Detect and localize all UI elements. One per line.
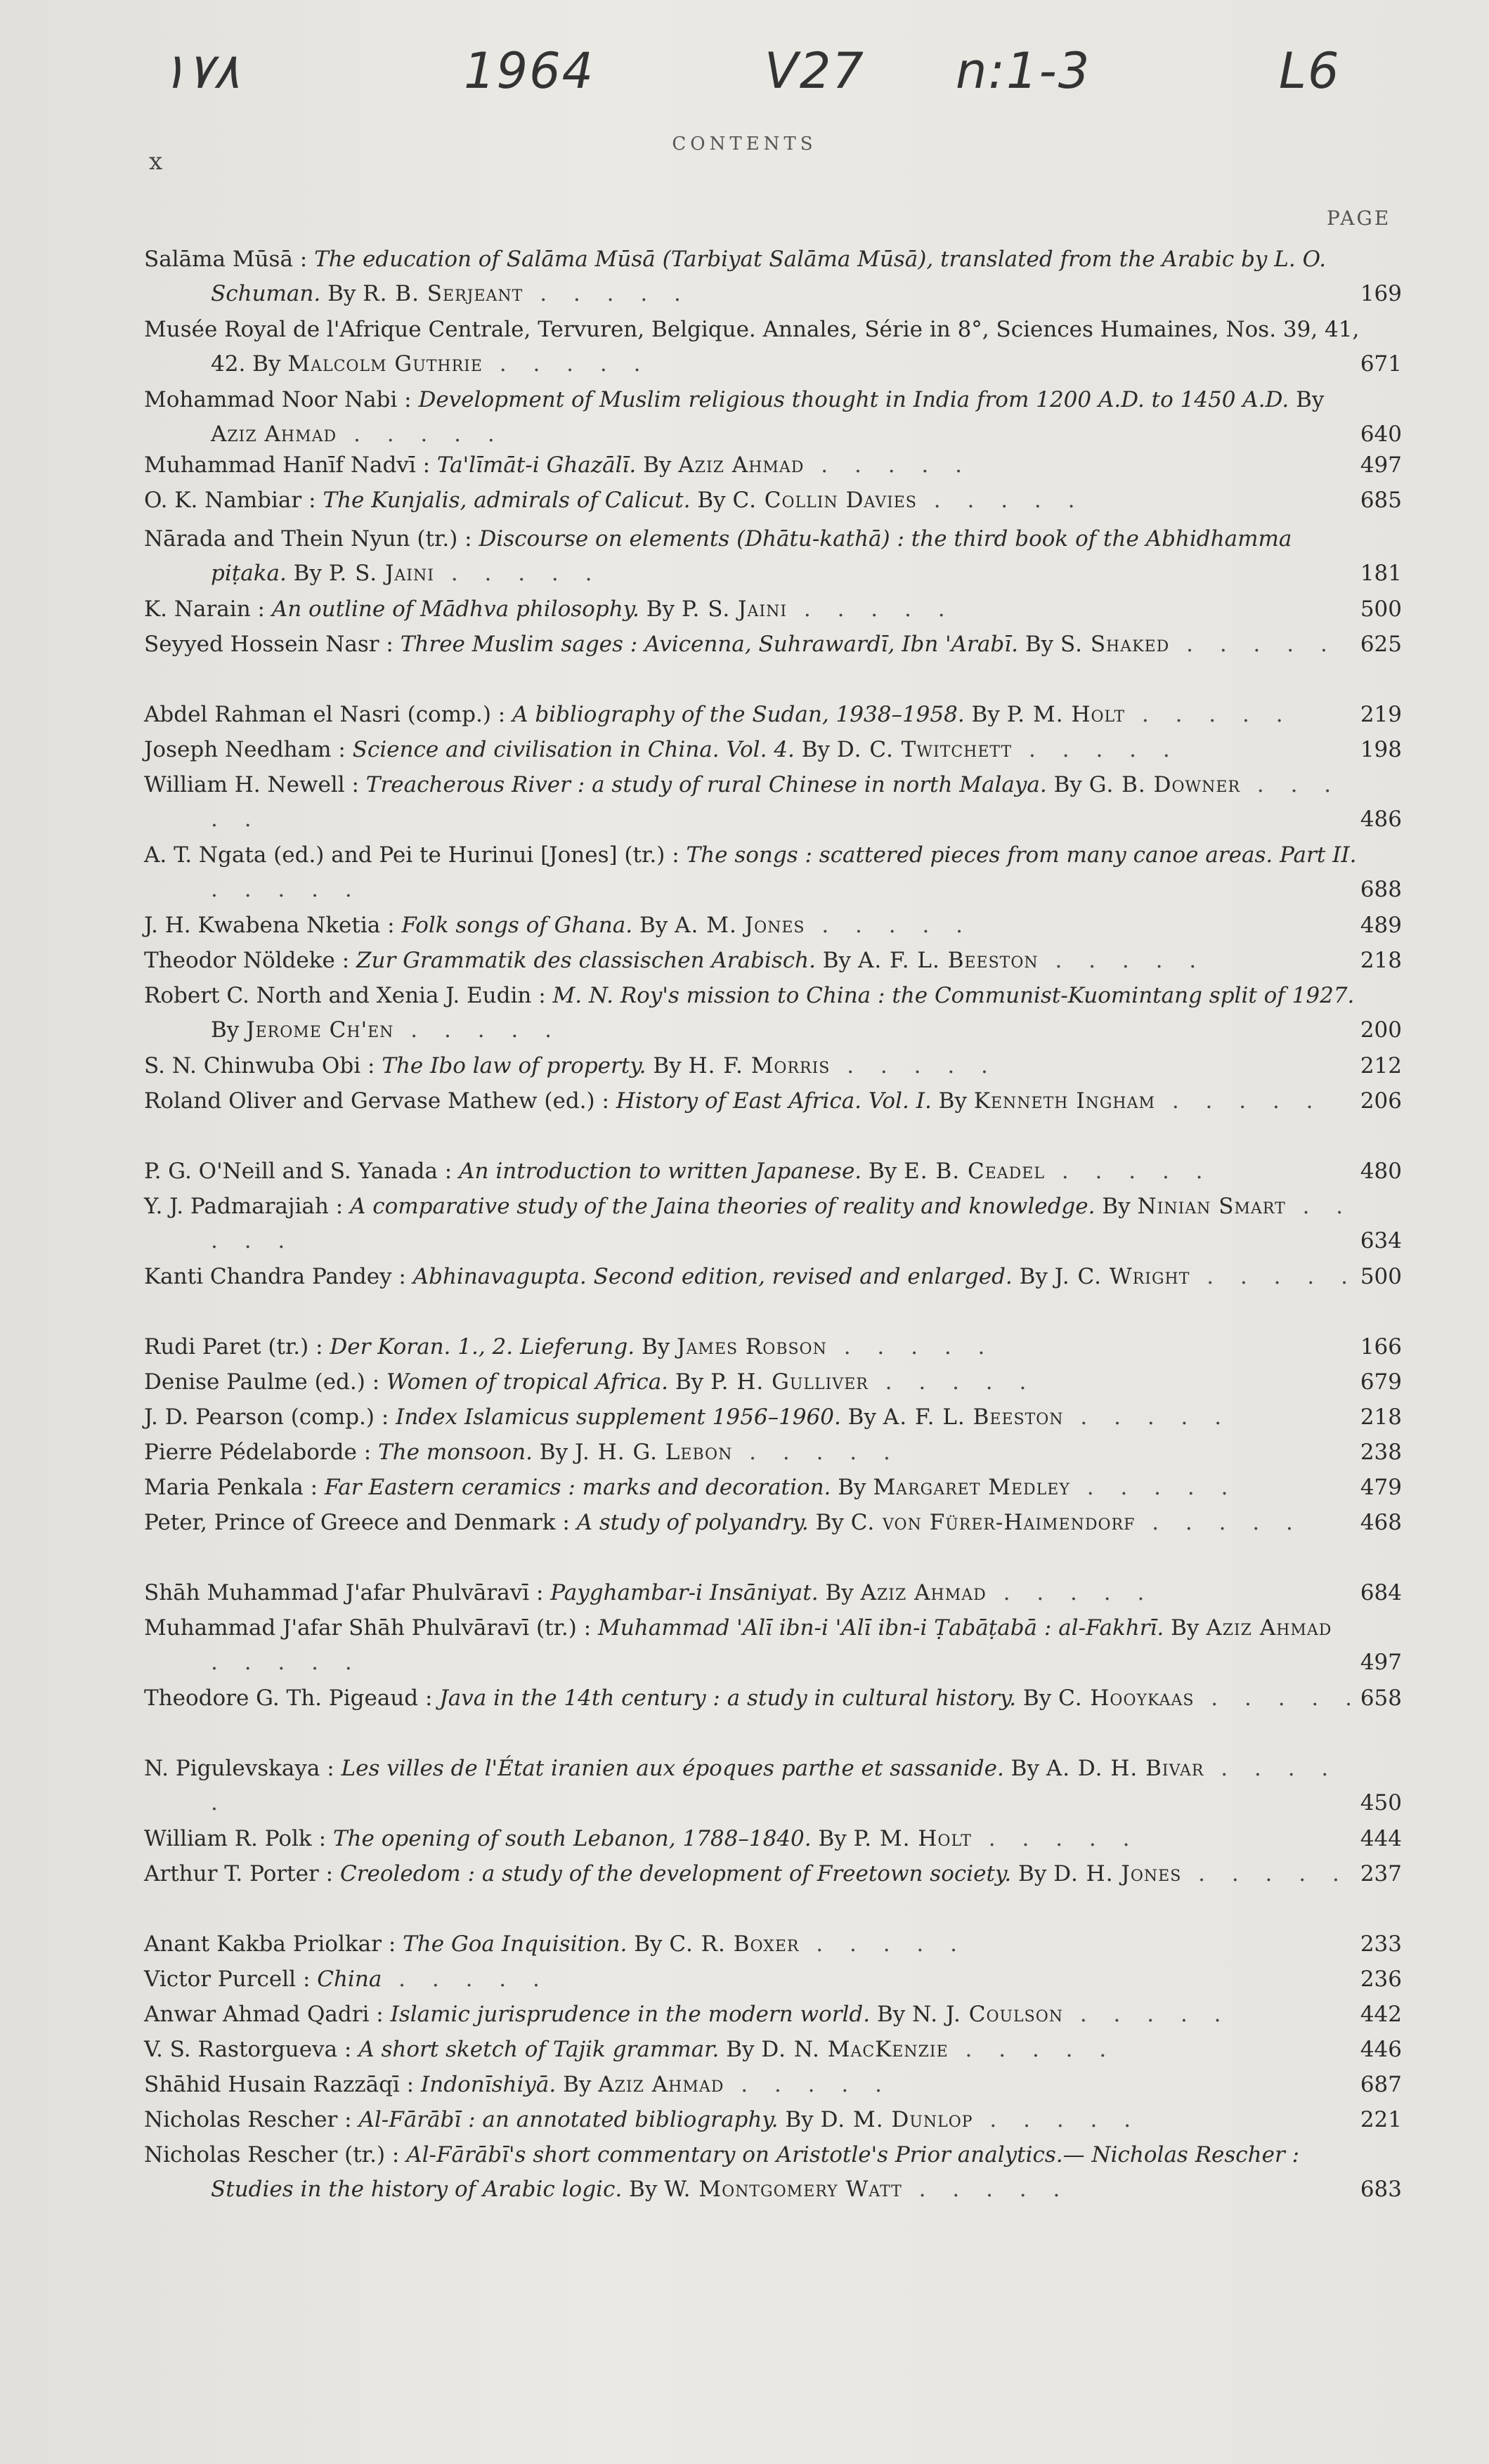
leader-dots: . . . . . bbox=[1038, 948, 1207, 973]
entry-reviewer: A. F. L. Beeston bbox=[857, 948, 1039, 973]
entry-page-number: 658 bbox=[1360, 1686, 1402, 1711]
entry-by-label: By bbox=[532, 1440, 575, 1465]
entry-title: A study of polyandry. bbox=[576, 1510, 809, 1535]
entry-by-label: By bbox=[719, 2037, 762, 2062]
entry-title: An introduction to written Japanese. bbox=[459, 1159, 862, 1184]
leader-dots: . . . . . bbox=[916, 488, 1085, 513]
entry-by-label: By bbox=[286, 561, 329, 586]
entry-reviewer: A. F. L. Beeston bbox=[883, 1404, 1064, 1430]
contents-entry bbox=[144, 1260, 1402, 1294]
entry-by-label: By bbox=[1016, 1686, 1059, 1711]
contents-entry bbox=[144, 1611, 1402, 1680]
contents-entry bbox=[144, 1576, 1402, 1610]
entry-title: The songs : scattered pieces from many canoe areas. Part II. bbox=[686, 842, 1357, 868]
entry-title: China bbox=[317, 1967, 382, 1992]
entry-title: An outline of Mādhva philosophy. bbox=[271, 597, 639, 622]
entry-reviewer: Aziz Ahmad bbox=[211, 422, 337, 447]
entry-author: Robert C. North and Xenia J. Eudin : bbox=[144, 983, 553, 1008]
entry-page-number: 236 bbox=[1360, 1967, 1402, 1992]
contents-entry bbox=[144, 2033, 1402, 2067]
entry-author: Seyyed Hossein Nasr : bbox=[144, 632, 401, 657]
entry-reviewer: Aziz Ahmad bbox=[678, 452, 805, 478]
entry-author: N. Pigulevskaya : bbox=[144, 1756, 342, 1781]
contents-entry bbox=[144, 1752, 1402, 1820]
entry-page-number: 198 bbox=[1360, 737, 1402, 762]
leader-dots: . . . . . bbox=[1135, 1510, 1303, 1535]
leader-dots: . . . . . bbox=[482, 351, 651, 377]
entry-author: Victor Purcell : bbox=[144, 1967, 318, 1992]
entry-page-number: 450 bbox=[1360, 1790, 1402, 1816]
contents-entry bbox=[144, 448, 1402, 483]
entry-title: Science and civilisation in China. Vol. 4. bbox=[352, 737, 795, 762]
entry-page-number: 625 bbox=[1360, 632, 1402, 657]
entry-title: The Goa Inquisition. bbox=[403, 1931, 628, 1957]
entry-title: A bibliography of the Sudan, 1938–1958. bbox=[512, 702, 965, 727]
entry-author: Theodor Nöldeke : bbox=[144, 948, 357, 973]
contents-entry bbox=[144, 733, 1402, 767]
entry-by-label: By bbox=[808, 1510, 851, 1535]
entry-by-label: By bbox=[622, 2177, 665, 2202]
entry-reviewer: H. F. Morris bbox=[688, 1053, 831, 1078]
leader-dots: . . . . . bbox=[805, 913, 973, 938]
entry-title: Zur Grammatik des classischen Arabisch. bbox=[356, 948, 816, 973]
running-header: CONTENTS bbox=[672, 133, 817, 155]
entry-page-number: 500 bbox=[1360, 597, 1402, 622]
leader-dots: . . . . . bbox=[1169, 632, 1337, 657]
contents-entry bbox=[144, 698, 1402, 732]
leader-dots: . . . . . bbox=[523, 281, 691, 306]
leader-dots: . . . . . bbox=[1155, 1088, 1323, 1114]
leader-dots: . . . . . bbox=[1194, 1686, 1362, 1711]
entry-title: Women of tropical Africa. bbox=[386, 1369, 669, 1395]
contents-entry bbox=[144, 1822, 1402, 1856]
entry-page-number: 683 bbox=[1360, 2177, 1402, 2202]
entry-by-label: By bbox=[636, 452, 679, 478]
handwritten-note: ۱۷۸ bbox=[160, 42, 240, 100]
leader-dots: . . . . . bbox=[211, 1756, 1339, 1816]
entry-reviewer: Malcolm Guthrie bbox=[287, 351, 483, 377]
entry-page-number: 486 bbox=[1360, 807, 1402, 832]
contents-entry bbox=[144, 1857, 1402, 1891]
contents-entry bbox=[144, 383, 1402, 452]
entry-by-label: By bbox=[840, 1404, 883, 1430]
entry-by-label: By bbox=[639, 597, 682, 622]
entry-reviewer: P. S. Jaini bbox=[681, 597, 788, 622]
entry-by-label: By bbox=[245, 351, 288, 377]
entry-reviewer: P. M. Holt bbox=[853, 1826, 972, 1851]
entry-by-label: By bbox=[964, 702, 1007, 727]
entry-by-label: By bbox=[668, 1369, 711, 1395]
entry-title: The monsoon. bbox=[378, 1440, 533, 1465]
entry-by-label: By bbox=[831, 1475, 873, 1500]
entry-by-label: By bbox=[1011, 1861, 1054, 1886]
entry-author: Joseph Needham : bbox=[144, 737, 353, 762]
entry-author: William R. Polk : bbox=[144, 1826, 333, 1851]
page-number: x bbox=[149, 148, 163, 176]
leader-dots: . . . . . bbox=[973, 2107, 1141, 2132]
entry-page-number: 442 bbox=[1360, 2002, 1402, 2027]
entry-by-label: By bbox=[211, 1017, 247, 1043]
entry-reviewer: Ninian Smart bbox=[1137, 1194, 1286, 1219]
entry-title: A short sketch of Tajik grammar. bbox=[358, 2037, 720, 2062]
contents-entry bbox=[144, 592, 1402, 627]
entry-author: Salāma Mūsā : bbox=[144, 247, 315, 272]
entry-title: Treacherous River : a study of rural Chinese in north Malaya. bbox=[365, 772, 1047, 797]
entry-author: V. S. Rastorgueva : bbox=[144, 2037, 359, 2062]
leader-dots: . . . . . bbox=[830, 1053, 998, 1078]
entry-reviewer: P. S. Jaini bbox=[328, 561, 434, 586]
entry-reviewer: D. N. MacKenzie bbox=[761, 2037, 949, 2062]
entry-page-number: 218 bbox=[1360, 1404, 1402, 1430]
entry-page-number: 219 bbox=[1360, 702, 1402, 727]
entry-page-number: 221 bbox=[1360, 2107, 1402, 2132]
entry-by-label: By bbox=[1003, 1756, 1046, 1781]
entry-page-number: 206 bbox=[1360, 1088, 1402, 1114]
page-column-header: PAGE bbox=[1327, 207, 1391, 230]
entry-author: Nicholas Rescher (tr.) : bbox=[144, 2142, 407, 2168]
entry-author: Abdel Rahman el Nasri (comp.) : bbox=[144, 702, 513, 727]
entry-title: Development of Muslim religious thought in India from 1200 A.D. to 1450 A.D. bbox=[418, 387, 1289, 412]
contents-entry bbox=[144, 1506, 1402, 1540]
entry-reviewer: Kenneth Ingham bbox=[973, 1088, 1155, 1114]
entry-by-label: By bbox=[646, 1053, 689, 1078]
entry-page-number: 497 bbox=[1360, 452, 1402, 478]
entry-reviewer: C. Hooykaas bbox=[1058, 1686, 1195, 1711]
entry-page-number: 671 bbox=[1360, 351, 1402, 377]
entry-author: J. H. Kwabena Nketia : bbox=[144, 913, 402, 938]
entry-reviewer: J. C. Wright bbox=[1054, 1264, 1190, 1289]
contents-entry bbox=[144, 2103, 1402, 2137]
handwritten-year: 1964 bbox=[464, 42, 595, 100]
entry-page-number: 446 bbox=[1360, 2037, 1402, 2062]
entry-page-number: 685 bbox=[1360, 488, 1402, 513]
entry-author: Peter, Prince of Greece and Denmark : bbox=[144, 1510, 577, 1535]
entry-by-label: By bbox=[1164, 1615, 1207, 1641]
entry-author: Musée Royal de l'Afrique Centrale, Tervuren, Belgique. Annales, Série in 8°, Sciences Humaines, Nos. 39, 41, 42. bbox=[144, 317, 1360, 377]
entry-page-number: 237 bbox=[1360, 1861, 1402, 1886]
entry-reviewer: Aziz Ahmad bbox=[860, 1580, 987, 1605]
leader-dots: . . . . . bbox=[394, 1017, 561, 1043]
entry-by-label: By bbox=[320, 281, 363, 306]
entry-reviewer: C. von Fürer-Haimendorf bbox=[850, 1510, 1136, 1535]
leader-dots: . . . . . bbox=[211, 1650, 362, 1675]
leader-dots: . . . . . bbox=[799, 1931, 967, 1957]
entry-by-label: By bbox=[870, 2002, 913, 2027]
contents-entry bbox=[144, 2068, 1402, 2102]
entry-author: J. D. Pearson (comp.) : bbox=[144, 1404, 396, 1430]
entry-page-number: 218 bbox=[1360, 948, 1402, 973]
leader-dots: . . . . . bbox=[1012, 737, 1180, 762]
entry-reviewer: A. D. H. Bivar bbox=[1046, 1756, 1204, 1781]
entry-by-label: By bbox=[778, 2107, 821, 2132]
contents-entry bbox=[144, 944, 1402, 978]
entry-by-label: By bbox=[556, 2072, 599, 2097]
leader-dots: . . . . . bbox=[971, 1826, 1140, 1851]
entry-title: Payghambar-i Insāniyat. bbox=[550, 1580, 819, 1605]
leader-dots: . . . . . bbox=[211, 1194, 1353, 1253]
entry-title: Ta'līmāt-i Ghazālī. bbox=[436, 452, 637, 478]
entry-author: P. G. O'Neill and S. Yanada : bbox=[144, 1159, 460, 1184]
entry-author: Y. J. Padmarajiah : bbox=[144, 1194, 351, 1219]
entry-title: History of East Africa. Vol. I. bbox=[616, 1088, 932, 1114]
entry-reviewer: D. H. Jones bbox=[1053, 1861, 1182, 1886]
contents-entry bbox=[144, 242, 1402, 311]
entry-page-number: 489 bbox=[1360, 913, 1402, 938]
entry-author: Theodore G. Th. Pigeaud : bbox=[144, 1686, 440, 1711]
leader-dots: . . . . . bbox=[787, 597, 955, 622]
leader-dots: . . . . . bbox=[804, 452, 972, 478]
contents-entry bbox=[144, 1189, 1402, 1258]
entry-title: Three Muslim sages : Avicenna, Suhrawardī, Ibn 'Arabī. bbox=[400, 632, 1018, 657]
entry-by-label: By bbox=[931, 1088, 974, 1114]
contents-entry bbox=[144, 1330, 1402, 1364]
entry-page-number: 480 bbox=[1360, 1159, 1402, 1184]
leader-dots: . . . . . bbox=[1069, 1475, 1238, 1500]
contents-entry bbox=[144, 313, 1402, 382]
contents-entry bbox=[144, 1962, 1402, 1997]
leader-dots: . . . . . bbox=[337, 422, 505, 447]
entry-by-label: By bbox=[861, 1159, 904, 1184]
leader-dots: . . . . . bbox=[211, 877, 362, 902]
entry-by-label: By bbox=[794, 737, 837, 762]
contents-entry bbox=[144, 522, 1402, 591]
entry-title: The education of Salāma Mūsā (Tarbiyat Salāma Mūsā), translated from the Arabic by L. O. Schuman. bbox=[211, 247, 1327, 306]
leader-dots: . . . . . bbox=[1044, 1159, 1213, 1184]
entry-by-label: By bbox=[1289, 387, 1325, 412]
entry-reviewer: G. B. Downer bbox=[1088, 772, 1241, 797]
entry-author: Shāhid Husain Razzāqī : bbox=[144, 2072, 421, 2097]
entry-author: Anant Kakba Priolkar : bbox=[144, 1931, 403, 1957]
leader-dots: . . . . . bbox=[1063, 1404, 1232, 1430]
entry-page-number: 444 bbox=[1360, 1826, 1402, 1851]
entry-by-label: By bbox=[635, 1334, 677, 1360]
entry-page-number: 181 bbox=[1360, 561, 1402, 586]
entry-author: Pierre Pédelaborde : bbox=[144, 1440, 379, 1465]
entry-author: O. K. Nambiar : bbox=[144, 488, 323, 513]
contents-entry bbox=[144, 1049, 1402, 1083]
entry-by-label: By bbox=[1095, 1194, 1138, 1219]
entry-reviewer: C. R. Boxer bbox=[669, 1931, 800, 1957]
entry-page-number: 200 bbox=[1360, 1017, 1402, 1043]
entry-page-number: 468 bbox=[1360, 1510, 1402, 1535]
entry-title: Les villes de l'État iranien aux époques parthe et sassanide. bbox=[341, 1756, 1004, 1781]
entry-reviewer: James Robson bbox=[677, 1334, 827, 1360]
contents-entry bbox=[144, 908, 1402, 943]
handwritten-volume: V27 bbox=[765, 42, 865, 100]
entry-page-number: 679 bbox=[1360, 1369, 1402, 1395]
entry-page-number: 500 bbox=[1360, 1264, 1402, 1289]
leader-dots: . . . . . bbox=[724, 2072, 892, 2097]
entry-reviewer: P. M. Holt bbox=[1006, 702, 1126, 727]
entry-title: Muhammad 'Alī ibn-i 'Alī ibn-i Ṭabāṭabā : al-Fakhrī. bbox=[598, 1615, 1164, 1641]
entry-title: Index Islamicus supplement 1956–1960. bbox=[396, 1404, 841, 1430]
entry-by-label: By bbox=[1012, 1264, 1055, 1289]
entry-title: The Ibo law of property. bbox=[382, 1053, 646, 1078]
entry-page-number: 212 bbox=[1360, 1053, 1402, 1078]
entry-title: Der Koran. 1., 2. Lieferung. bbox=[330, 1334, 635, 1360]
entry-by-label: By bbox=[811, 1826, 854, 1851]
contents-entry bbox=[144, 1997, 1402, 2032]
contents-entry bbox=[144, 1435, 1402, 1470]
entry-page-number: 233 bbox=[1360, 1931, 1402, 1957]
contents-entry bbox=[144, 1927, 1402, 1962]
entry-by-label: By bbox=[1046, 772, 1089, 797]
entry-title: Al-Fārābī's short commentary on Aristotle's Prior analytics.— Nicholas Rescher : Studies in the history of Arabic logic. bbox=[211, 2142, 1300, 2202]
leader-dots: . . . . . bbox=[211, 772, 1341, 832]
contents-entry bbox=[144, 1154, 1402, 1189]
contents-entry bbox=[144, 838, 1402, 907]
entry-author: Maria Penkala : bbox=[144, 1475, 325, 1500]
entry-author: Arthur T. Porter : bbox=[144, 1861, 340, 1886]
entry-title: A comparative study of the Jaina theories of reality and knowledge. bbox=[350, 1194, 1095, 1219]
entry-author: A. T. Ngata (ed.) and Pei te Hurinui [Jones] (tr.) : bbox=[144, 842, 687, 868]
entry-title: Creoledom : a study of the development of Freetown society. bbox=[339, 1861, 1012, 1886]
contents-entry bbox=[144, 483, 1402, 518]
entry-reviewer: J. H. G. Lebon bbox=[574, 1440, 733, 1465]
entry-page-number: 497 bbox=[1360, 1650, 1402, 1675]
entry-page-number: 479 bbox=[1360, 1475, 1402, 1500]
contents-entry bbox=[144, 979, 1402, 1048]
leader-dots: . . . . . bbox=[902, 2177, 1070, 2202]
entry-author: Denise Paulme (ed.) : bbox=[144, 1369, 386, 1395]
entry-page-number: 166 bbox=[1360, 1334, 1402, 1360]
leader-dots: . . . . . bbox=[1190, 1264, 1358, 1289]
contents-entry bbox=[144, 627, 1402, 662]
entry-author: K. Narain : bbox=[144, 597, 272, 622]
entry-author: William H. Newell : bbox=[144, 772, 366, 797]
contents-entry bbox=[144, 2138, 1402, 2207]
entry-title: Indonīshiyā. bbox=[420, 2072, 557, 2097]
entry-reviewer: R. B. Serjeant bbox=[363, 281, 524, 306]
handwritten-issue: n:1-3 bbox=[956, 42, 1091, 100]
entry-reviewer: W. Montgomery Watt bbox=[664, 2177, 902, 2202]
leader-dots: . . . . . bbox=[382, 1967, 550, 1992]
contents-entry bbox=[144, 1400, 1402, 1435]
entry-title: Discourse on elements (Dhātu-kathā) : the third book of the Abhidhamma piṭaka. bbox=[211, 526, 1292, 586]
leader-dots: . . . . . bbox=[1181, 1861, 1349, 1886]
entry-author: Nicholas Rescher : bbox=[144, 2107, 359, 2132]
entry-author: Shāh Muhammad J'afar Phulvāravī : bbox=[144, 1580, 551, 1605]
entry-author: S. N. Chinwuba Obi : bbox=[144, 1053, 382, 1078]
contents-entry bbox=[144, 1471, 1402, 1505]
handwritten-shelfmark: L6 bbox=[1279, 42, 1341, 100]
entry-by-label: By bbox=[818, 1580, 861, 1605]
leader-dots: . . . . . bbox=[1125, 702, 1293, 727]
leader-dots: . . . . . bbox=[434, 561, 602, 586]
contents-entry bbox=[144, 1681, 1402, 1716]
leader-dots: . . . . . bbox=[826, 1334, 995, 1360]
entry-reviewer: Margaret Medley bbox=[873, 1475, 1070, 1500]
entry-author: Muhammad J'afar Shāh Phulvāravī (tr.) : bbox=[144, 1615, 599, 1641]
entry-by-label: By bbox=[690, 488, 733, 513]
entry-title: Abhinavagupta. Second edition, revised and enlarged. bbox=[412, 1264, 1013, 1289]
entry-reviewer: P. H. Gulliver bbox=[710, 1369, 869, 1395]
entry-reviewer: Aziz Ahmad bbox=[1206, 1615, 1332, 1641]
entry-by-label: By bbox=[632, 913, 675, 938]
entry-page-number: 684 bbox=[1360, 1580, 1402, 1605]
entry-title: Far Eastern ceramics : marks and decoration. bbox=[324, 1475, 831, 1500]
entry-reviewer: S. Shaked bbox=[1060, 632, 1170, 657]
entry-title: M. N. Roy's mission to China : the Communist-Kuomintang split of 1927. bbox=[552, 983, 1355, 1008]
entry-title: Java in the 14th century : a study in cultural history. bbox=[439, 1686, 1017, 1711]
entry-reviewer: N. J. Coulson bbox=[912, 2002, 1063, 2027]
contents-entry bbox=[144, 1084, 1402, 1119]
entry-reviewer: D. M. Dunlop bbox=[820, 2107, 973, 2132]
entry-reviewer: Jerome Ch'en bbox=[246, 1017, 394, 1043]
entry-page-number: 688 bbox=[1360, 877, 1402, 902]
entry-title: Al-Fārābī : an annotated bibliography. bbox=[358, 2107, 779, 2132]
entry-page-number: 634 bbox=[1360, 1228, 1402, 1253]
entry-page-number: 687 bbox=[1360, 2072, 1402, 2097]
leader-dots: . . . . . bbox=[986, 1580, 1155, 1605]
entry-reviewer: Aziz Ahmad bbox=[598, 2072, 724, 2097]
entry-author: Kanti Chandra Pandey : bbox=[144, 1264, 413, 1289]
entry-title: The opening of south Lebanon, 1788–1840. bbox=[332, 1826, 812, 1851]
entry-by-label: By bbox=[627, 1931, 670, 1957]
entry-title: Folk songs of Ghana. bbox=[401, 913, 633, 938]
entry-author: Roland Oliver and Gervase Mathew (ed.) : bbox=[144, 1088, 616, 1114]
entry-by-label: By bbox=[815, 948, 858, 973]
entry-author: Anwar Ahmad Qadri : bbox=[144, 2002, 391, 2027]
contents-entry bbox=[144, 768, 1402, 837]
entry-reviewer: D. C. Twitchett bbox=[836, 737, 1013, 762]
contents-entry bbox=[144, 1365, 1402, 1400]
entry-title: Islamic jurisprudence in the modern world. bbox=[390, 2002, 871, 2027]
entry-by-label: By bbox=[1017, 632, 1060, 657]
entry-page-number: 238 bbox=[1360, 1440, 1402, 1465]
entry-title: The Kunjalis, admirals of Calicut. bbox=[323, 488, 691, 513]
leader-dots: . . . . . bbox=[1062, 2002, 1231, 2027]
entry-reviewer: A. M. Jones bbox=[675, 913, 805, 938]
entry-author: Nārada and Thein Nyun (tr.) : bbox=[144, 526, 479, 552]
leader-dots: . . . . . bbox=[868, 1369, 1036, 1395]
leader-dots: . . . . . bbox=[732, 1440, 900, 1465]
entry-reviewer: E. B. Ceadel bbox=[904, 1159, 1045, 1184]
entry-author: Mohammad Noor Nabi : bbox=[144, 387, 419, 412]
leader-dots: . . . . . bbox=[948, 2037, 1117, 2062]
entry-author: Muhammad Hanīf Nadvī : bbox=[144, 452, 437, 478]
entry-page-number: 169 bbox=[1360, 281, 1402, 306]
entry-reviewer: C. Collin Davies bbox=[732, 488, 917, 513]
entry-author: Rudi Paret (tr.) : bbox=[144, 1334, 330, 1360]
entry-page-number: 640 bbox=[1360, 422, 1402, 447]
